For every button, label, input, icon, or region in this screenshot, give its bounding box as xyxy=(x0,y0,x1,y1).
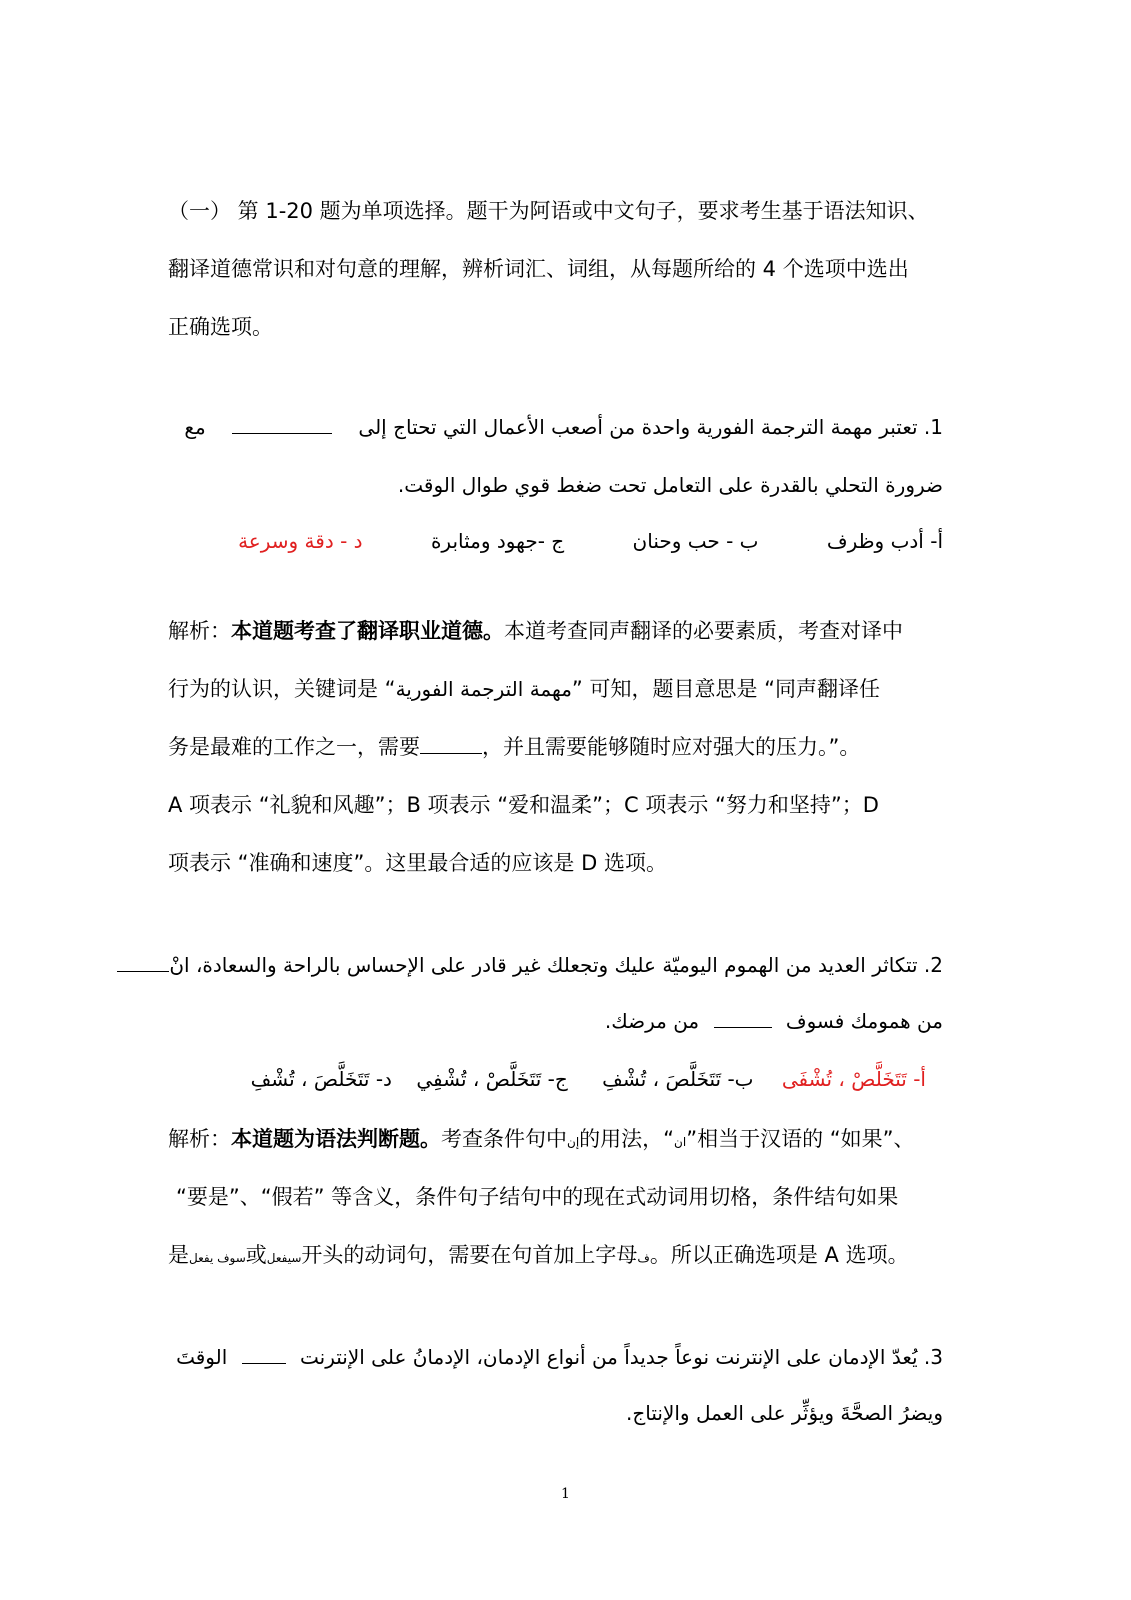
q2-blank-2 xyxy=(714,1009,772,1028)
q1-analysis-text: ，并且需要能够随时应对强大的压力。”。 xyxy=(482,735,861,759)
q1-analysis-line-3 xyxy=(168,732,860,762)
q2-analysis-bold: 本道题为语法判断题。 xyxy=(231,1127,441,1151)
q2-stem-text: من مرضك. xyxy=(604,1009,700,1033)
q1-analysis-text: ” 可知，题目意思是 “同声翻译任 xyxy=(571,677,881,701)
q2-analysis-arabic: سوف يفعل xyxy=(189,1251,246,1265)
instructions-line-3: 正确选项。 xyxy=(168,315,273,339)
q1-stem-line-1 xyxy=(184,412,943,442)
q1-options xyxy=(176,526,943,556)
q2-option-a: أ- تَتَخَلَّصْ ، تُشْفَى xyxy=(781,1067,926,1091)
q1-analysis-text: 务是最难的工作之一，需要 xyxy=(168,735,420,759)
q1-stem-text: 1. تعتبر مهمة الترجمة الفورية واحدة من أصعب الأعمال التي تحتاج إلى xyxy=(358,415,943,439)
q2-analysis-text: 。所以正确选项是 A 选项。 xyxy=(649,1243,909,1267)
q1-option-c: ج -جهود ومثابرة xyxy=(430,529,565,553)
q1-option-b: ب - حب وحنان xyxy=(632,529,759,553)
instructions-line-1: （一） 第 1-20 题为单项选择。题干为阿语或中文句子，要求考生基于语法知识、 xyxy=(168,199,929,223)
q3-stem-end: الوقتَ xyxy=(176,1345,228,1369)
q2-stem-text: من همومك فسوف xyxy=(785,1009,943,1033)
q1-analysis-text: 本道考查同声翻译的必要素质，考查对译中 xyxy=(504,619,903,643)
q3-stem-text: 3. يُعدّ الإدمان على الإنترنت نوعاً جديداً من أنواع الإدمان، الإدمانُ على الإنترنت xyxy=(300,1345,943,1369)
instructions-line-2: 翻译道德常识和对句意的理解，辨析词汇、词组，从每题所给的 4 个选项中选出 xyxy=(168,257,909,281)
q2-analysis-arabic: ان xyxy=(674,1135,687,1149)
q2-analysis-text: 是 xyxy=(168,1243,189,1267)
q2-analysis-arabic: ف xyxy=(637,1251,650,1265)
q2-analysis-text: 或 xyxy=(245,1243,267,1267)
q2-analysis-text: ”相当于汉语的 “如果”、 xyxy=(686,1127,915,1151)
page-number: 1 xyxy=(561,1486,570,1502)
q2-analysis-arabic: إن xyxy=(567,1135,580,1149)
q3-blank xyxy=(242,1345,286,1364)
q2-analysis-line-1 xyxy=(168,1124,915,1157)
q1-analysis-keyword: مهمة الترجمة الفورية xyxy=(395,677,572,701)
q1-analysis-line-1 xyxy=(168,616,903,646)
q2-analysis-text: 开头的动词句，需要在句首加上字母 xyxy=(301,1243,638,1267)
q1-analysis-line-4: A 项表示 “礼貌和风趣”；B 项表示 “爱和温柔”；C 项表示 “努力和坚持”；D xyxy=(168,793,879,817)
q2-analysis-line-3 xyxy=(168,1240,909,1273)
q2-option-c: ج- تَتَخَلَّصْ ، تُشْفِي xyxy=(416,1067,568,1091)
q1-analysis-text: 行为的认识，关键词是 “ xyxy=(168,677,396,701)
q1-analysis-blank xyxy=(420,735,482,754)
q2-analysis-line-2: “要是”、“假若” 等含义，条件句子结句中的现在式动词用切格，条件结句如果 xyxy=(176,1185,899,1209)
q2-analysis-text: 的用法，“ xyxy=(579,1127,675,1151)
q2-option-b: ب- تَتَخَلَّصَ ، تُشْفِ xyxy=(602,1067,754,1091)
q2-analysis-arabic: سيفعل xyxy=(266,1251,302,1265)
q1-analysis-label: 解析： xyxy=(168,619,231,643)
q1-stem-line-2: ضرورة التحلي بالقدرة على التعامل تحت ضغط قوي طوال الوقت. xyxy=(397,473,943,497)
q3-stem-line-2: ويضرُ الصحَّةَ ويؤثِّر على العمل والإنتاج. xyxy=(626,1401,943,1425)
q1-stem-end: مع xyxy=(184,415,206,439)
q2-stem-text: 2. تتكاثر العديد من الهموم اليوميّة عليك وتجعلك غير قادر على الإحساس بالراحة والسعادة، انْ xyxy=(169,953,943,977)
q2-options xyxy=(251,1064,926,1094)
q1-analysis-line-5: 项表示 “准确和速度”。这里最合适的应该是 D 选项。 xyxy=(168,851,667,875)
q2-option-d: د- تَتَخَلَّصَ ، تُشْفِ xyxy=(250,1067,392,1091)
q1-blank xyxy=(232,415,332,434)
q2-stem-line-2 xyxy=(605,1006,943,1036)
q2-analysis-label: 解析： xyxy=(168,1127,231,1151)
q1-analysis-line-2 xyxy=(168,674,880,704)
q1-option-d: د - دقة وسرعة xyxy=(238,529,363,553)
q2-stem-line-1 xyxy=(117,950,943,980)
q1-analysis-bold: 本道题考查了翻译职业道德。 xyxy=(231,619,504,643)
q2-analysis-text: 考查条件句中 xyxy=(441,1127,567,1151)
q3-stem-line-1 xyxy=(176,1342,943,1372)
q2-blank-1 xyxy=(117,953,169,972)
q1-option-a: أ- أدب وظرف xyxy=(826,529,943,553)
